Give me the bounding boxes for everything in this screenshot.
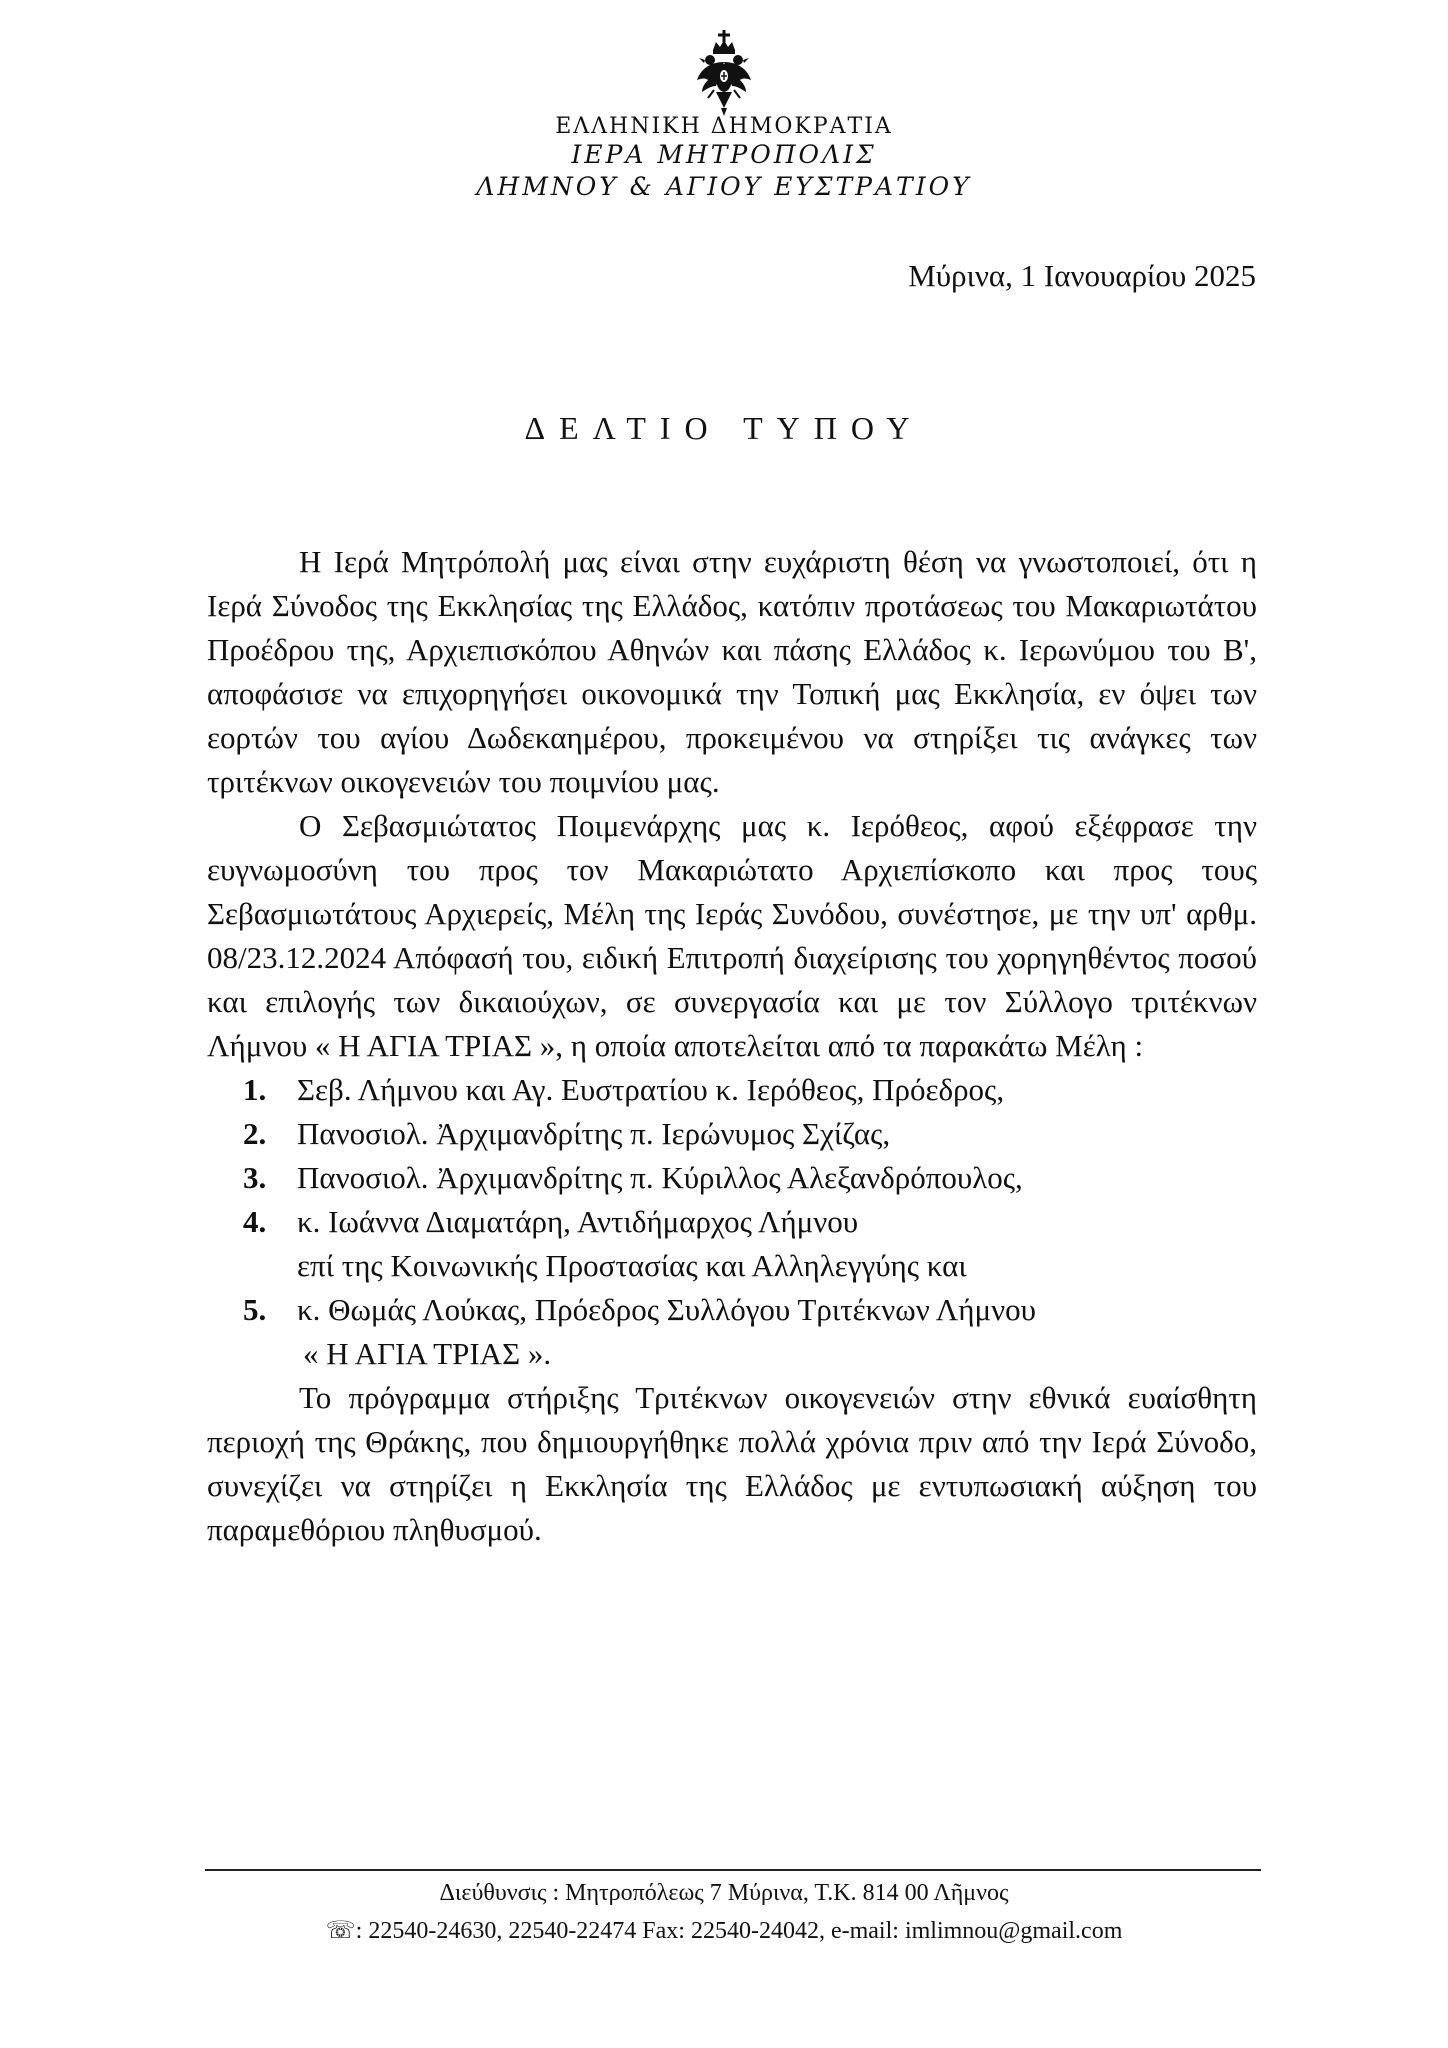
- footer-contact-details: : 22540-24630, 22540-22474 Fax: 22540-24042, e-mail: imlimnou@gmail.com: [355, 1918, 1123, 1944]
- document-body: [207, 540, 1257, 1552]
- paragraph-announcement: Η Ιερά Μητρόπολή μας είναι στην ευχάριστη θέση να γνωστοποιεί, ότι η Ιερά Σύνοδος της Εκκλησίας της Ελλάδος, κατόπιν προτάσεως του Μακαριωτάτου Προέδρου της, Αρχιεπισκόπου Αθηνών και πάσης Ελλάδος κ. Ιερωνύμου του Β', αποφάσισε να επιχορηγήσει οικονομικά την Τοπική μας Εκκλησία, εν όψει των εορτών του αγίου Δωδεκαημέρου, προκειμένου να στηρίξει τις ανάγκες των τριτέκνων οικογενειών του ποιμνίου μας.: [207, 544, 1257, 799]
- list-number: 1.: [243, 1072, 267, 1107]
- list-number: 2.: [243, 1116, 267, 1151]
- paragraph-program: Το πρόγραμμα στήριξης Τριτέκνων οικογενειών στην εθνικά ευαίσθητη περιοχή της Θράκης, που δημιουργήθηκε πολλά χρόνια πριν από την Ιερά Σύνοδο, συνεχίζει να στηρίζει η Εκκλησία της Ελλάδος με εντυπωσιακή αύξηση του παραμεθόριου πληθυσμού.: [207, 1380, 1257, 1547]
- telephone-icon: ☏: [325, 1916, 356, 1944]
- list-item-text: Σεβ. Λήμνου και Αγ. Ευστρατίου κ. Ιερόθεος, Πρόεδρος,: [297, 1072, 1005, 1107]
- letterhead-region: ΛΗΜΝΟΥ & ΑΓΙΟΥ ΕΥΣΤΡΑΤΙΟΥ: [476, 172, 972, 201]
- list-item-continuation: επί της Κοινωνικής Προστασίας και Αλληλεγγύης και: [297, 1248, 967, 1283]
- list-item-continuation: « Η ΑΓΙΑ ΤΡΙΑΣ ».: [303, 1336, 552, 1371]
- list-item-text: κ. Ιωάννα Διαματάρη, Αντιδήμαρχος Λήμνου: [297, 1204, 859, 1239]
- double-headed-eagle-icon: [694, 28, 754, 118]
- list-item: [207, 1288, 1257, 1376]
- list-item-text: κ. Θωμάς Λούκας, Πρόεδρος Συλλόγου Τριτέκνων Λήμνου: [297, 1292, 1036, 1327]
- paragraph-committee: Ο Σεβασμιώτατος Ποιμενάρχης μας κ. Ιερόθεος, αφού εξέφρασε την ευγνωμοσύνη του προς τον Μακαριώτατο Αρχιεπίσκοπο και προς τους Σεβασμιωτάτους Αρχιερείς, Μέλη της Ιεράς Συνόδου, συνέστησε, με την υπ' αρθμ. 08/23.12.2024 Απόφασή του, ειδική Επιτροπή διαχείρισης του χορηγηθέντος ποσού και επιλογής των δικαιούχων, σε συνεργασία και με τον Σύλλογο τριτέκνων Λήμνου « Η ΑΓΙΑ ΤΡΙΑΣ », η οποία αποτελείται από τα παρακάτω Μέλη :: [207, 808, 1257, 1063]
- list-item: [207, 1112, 1257, 1156]
- list-number: 5.: [243, 1292, 267, 1327]
- committee-members-list: [207, 1068, 1257, 1376]
- letterhead-country: ΕΛΛΗΝΙΚΗ ΔΗΜΟΚΡΑΤΙΑ: [555, 114, 893, 139]
- list-item: [207, 1200, 1257, 1288]
- list-number: 4.: [243, 1204, 267, 1239]
- list-item: [207, 1068, 1257, 1112]
- letterhead-metropolis: ΙΕΡΑ ΜΗΤΡΟΠΟΛΙΣ: [571, 140, 877, 169]
- list-item-text: Πανοσιολ. Ἀρχιμανδρίτης π. Κύριλλος Αλεξανδρόπουλος,: [297, 1160, 1023, 1195]
- footer-divider: [205, 1869, 1261, 1871]
- list-item-text: Πανοσιολ. Ἀρχιμανδρίτης π. Ιερώνυμος Σχίζας,: [297, 1116, 891, 1151]
- document-date: Μύρινα, 1 Ιανουαρίου 2025: [908, 258, 1256, 293]
- footer-address: Διεύθυνσις : Μητροπόλεως 7 Μύρινα, Τ.Κ. 814 00 Λῆμνος: [439, 1880, 1009, 1906]
- footer-contacts: [0, 1916, 1448, 1945]
- list-item: [207, 1156, 1257, 1200]
- list-number: 3.: [243, 1160, 267, 1195]
- document-title: ΔΕΛΤΙΟ ΤΥΠΟΥ: [524, 410, 924, 446]
